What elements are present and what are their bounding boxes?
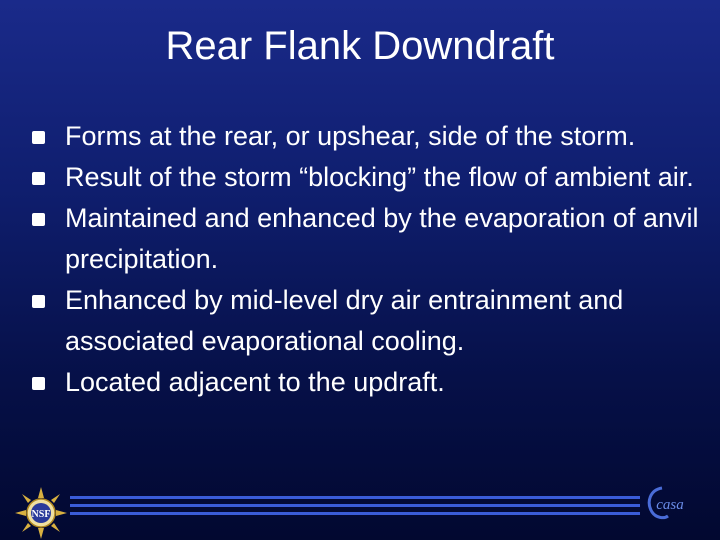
square-bullet-icon bbox=[32, 377, 45, 390]
bullet-item bbox=[30, 157, 700, 198]
nsf-logo-text: NSF bbox=[31, 509, 51, 520]
bullet-item bbox=[30, 198, 700, 280]
bullet-item bbox=[30, 362, 700, 403]
nsf-logo-icon bbox=[14, 486, 68, 540]
bullet-text: Forms at the rear, or upshear, side of the storm. bbox=[65, 121, 636, 151]
casa-logo-text: casa bbox=[656, 497, 684, 513]
footer-line bbox=[70, 504, 640, 507]
bullet-list bbox=[30, 116, 700, 403]
footer-line bbox=[70, 496, 640, 499]
square-bullet-icon bbox=[32, 131, 45, 144]
slide-title: Rear Flank Downdraft bbox=[165, 24, 555, 68]
square-bullet-icon bbox=[32, 172, 45, 185]
bullet-text: Maintained and enhanced by the evaporation of anvil precipitation. bbox=[65, 203, 699, 274]
bullet-item bbox=[30, 280, 700, 362]
square-bullet-icon bbox=[32, 295, 45, 308]
bullet-text: Enhanced by mid-level dry air entrainment and associated evaporational cooling. bbox=[65, 285, 624, 356]
footer-rule bbox=[70, 492, 640, 522]
bullet-text: Located adjacent to the updraft. bbox=[65, 367, 445, 397]
square-bullet-icon bbox=[32, 213, 45, 226]
casa-logo-icon bbox=[642, 482, 694, 522]
bullet-text: Result of the storm “blocking” the flow of ambient air. bbox=[65, 162, 694, 192]
footer-line bbox=[70, 512, 640, 515]
bullet-item bbox=[30, 116, 700, 157]
